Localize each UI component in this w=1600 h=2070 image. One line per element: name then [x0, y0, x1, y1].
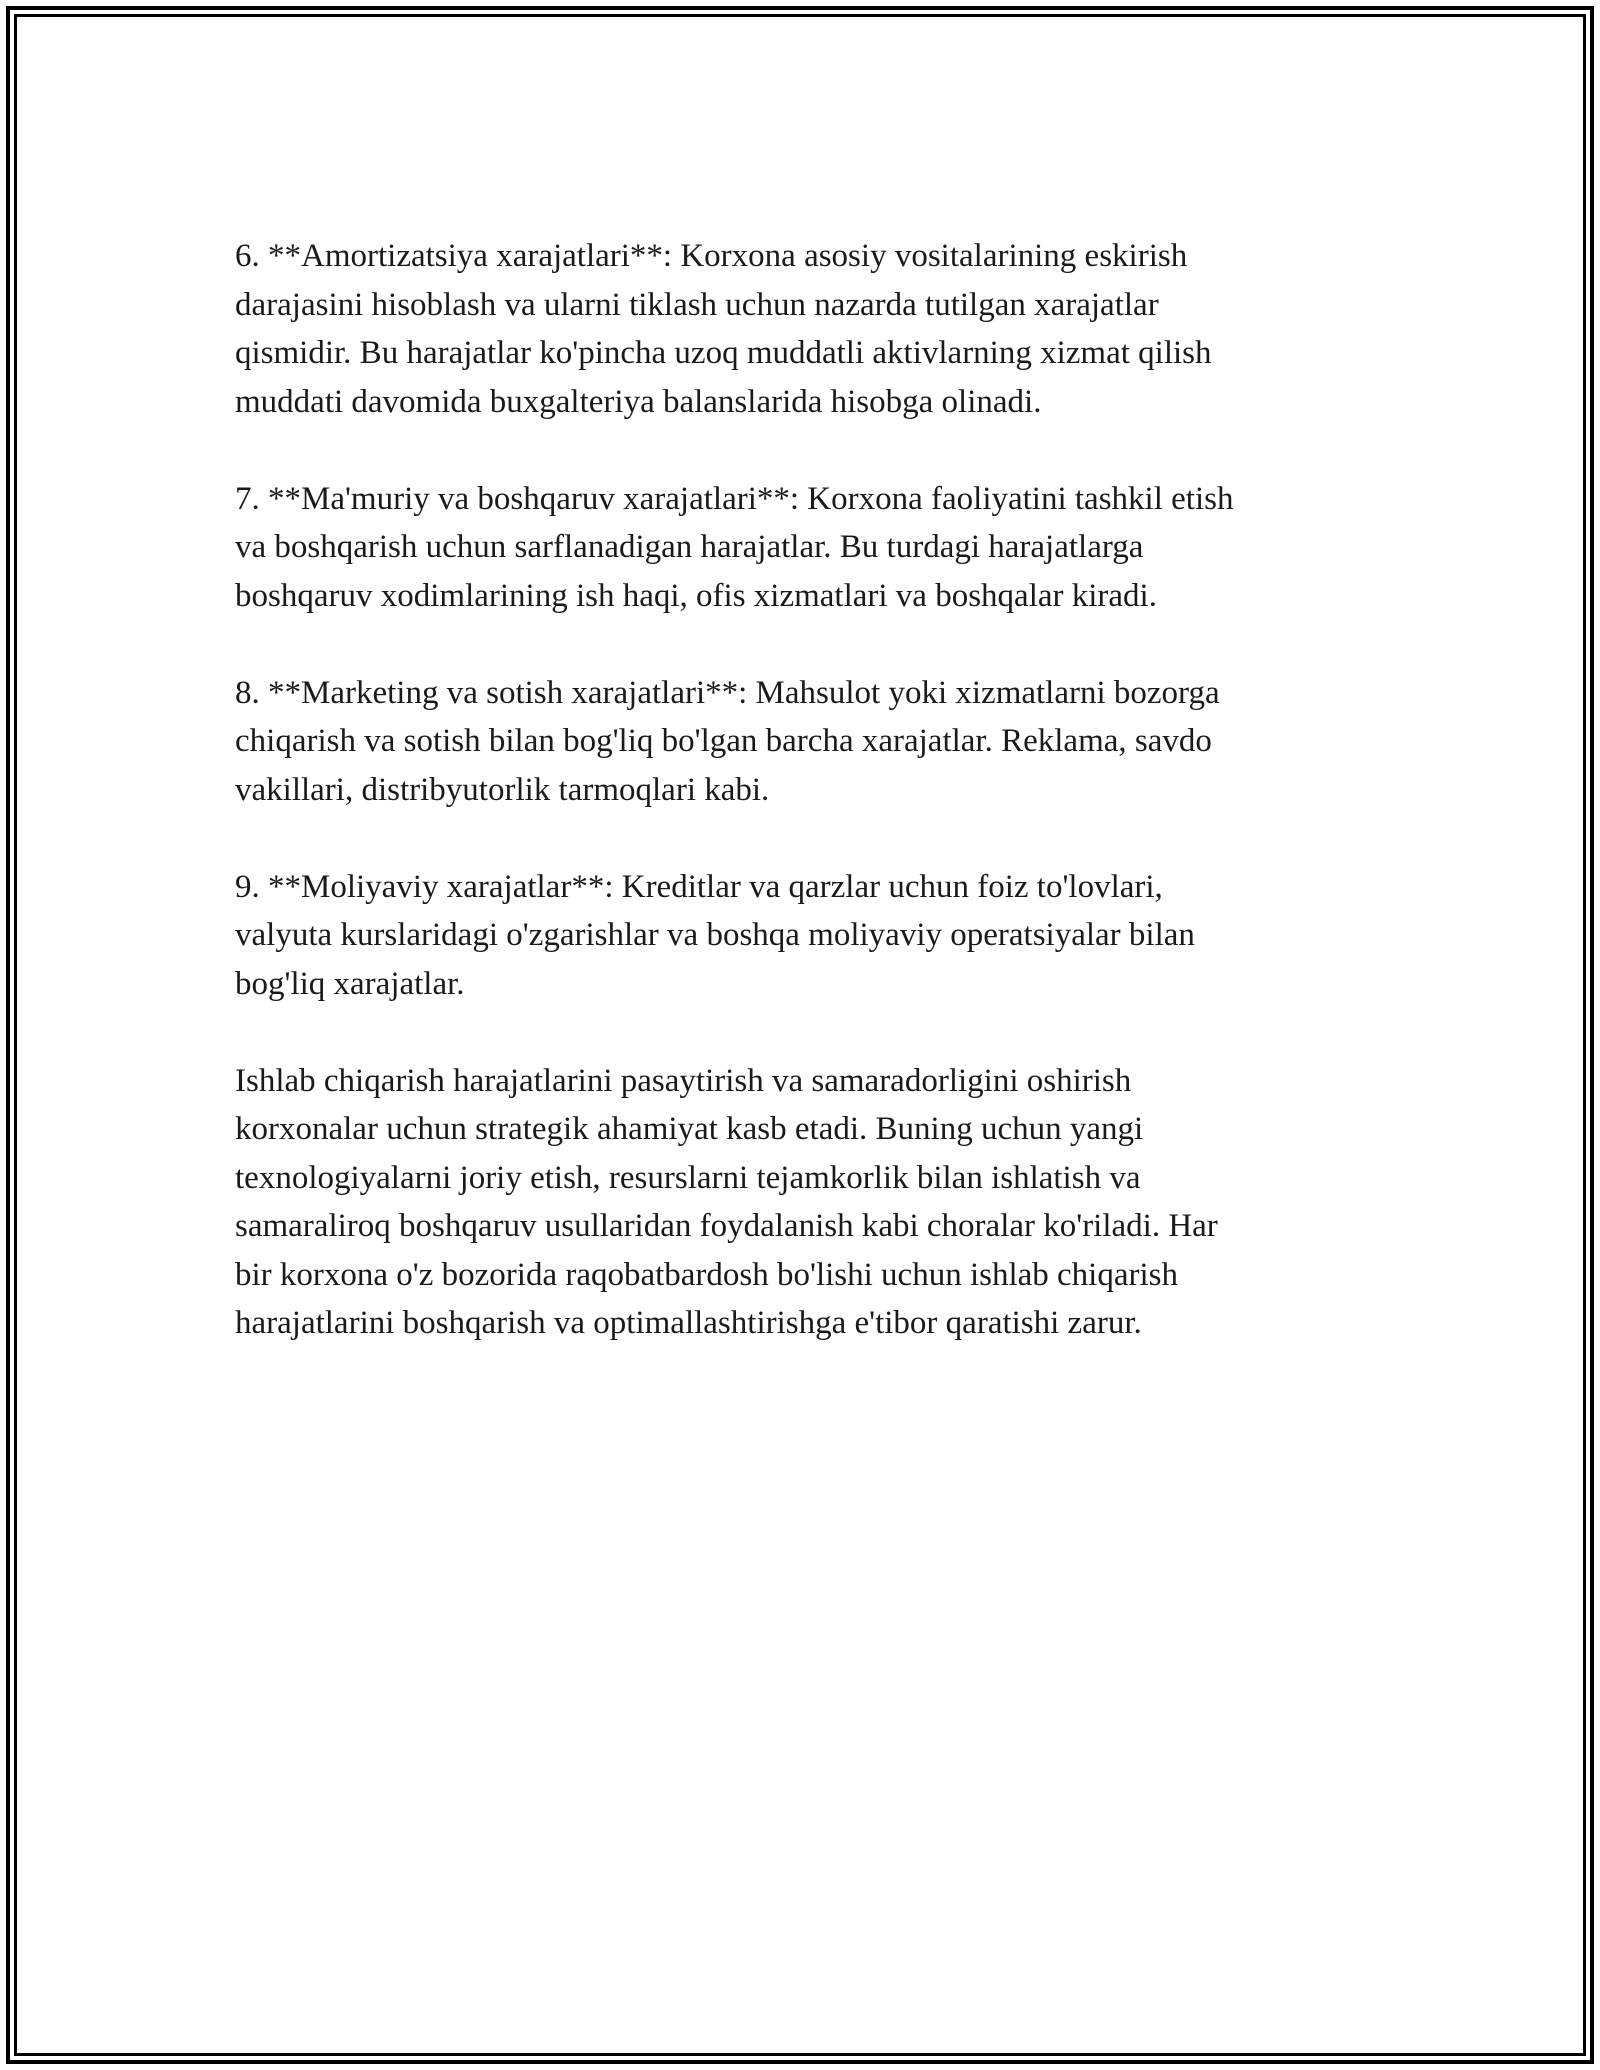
paragraph-marketing-expenses: 8. **Marketing va sotish xarajatlari**: Mahsulot yoki xizmatlarni bozorga chiqarish va sotish bilan bog'liq bo'lgan barcha xarajatlar. Reklama, savdo vakillari, distribyutorlik tarmoqlari kabi.: [235, 674, 1220, 808]
paragraph-financial-expenses: 9. **Moliyaviy xarajatlar**: Kreditlar va qarzlar uchun foiz to'lovlari, valyuta kurslaridagi o'zgarishlar va boshqa moliyaviy operatsiyalar bilan bog'liq xarajatlar.: [235, 868, 1195, 1002]
paragraph-amortization-expenses: 6. **Amortizatsiya xarajatlari**: Korxona asosiy vositalarining eskirish darajasini hisoblash va ularni tiklash uchun nazarda tutilgan xarajatlar qismidir. Bu harajatlar ko'pincha uzoq muddatli aktivlarning xizmat qilish muddati davomida buxgalteriya balanslarida hisobga olinadi.: [235, 238, 1212, 420]
document-body: [235, 232, 1365, 1396]
paragraph-administrative-expenses: 7. **Ma'muriy va boshqaruv xarajatlari**: Korxona faoliyatini tashkil etish va boshqarish uchun sarflanadigan harajatlar. Bu turdagi harajatlarga boshqaruv xodimlarining ish haqi, ofis xizmatlari va boshqalar kiradi.: [235, 480, 1234, 614]
paragraph-conclusion: Ishlab chiqarish harajatlarini pasaytirish va samaradorligini oshirish korxonalar uchun strategik ahamiyat kasb etadi. Buning uchun yangi texnologiyalarni joriy etish, resurslarni tejamkorlik bilan ishlatish va samaraliroq boshqaruv usullaridan foydalanish kabi choralar ko'riladi. Har bir korxona o'z bozorida raqobatbardosh bo'lishi uchun ishlab chiqarish harajatlarini boshqarish va optimallashtirishga e'tibor qaratishi zarur.: [235, 1062, 1218, 1341]
